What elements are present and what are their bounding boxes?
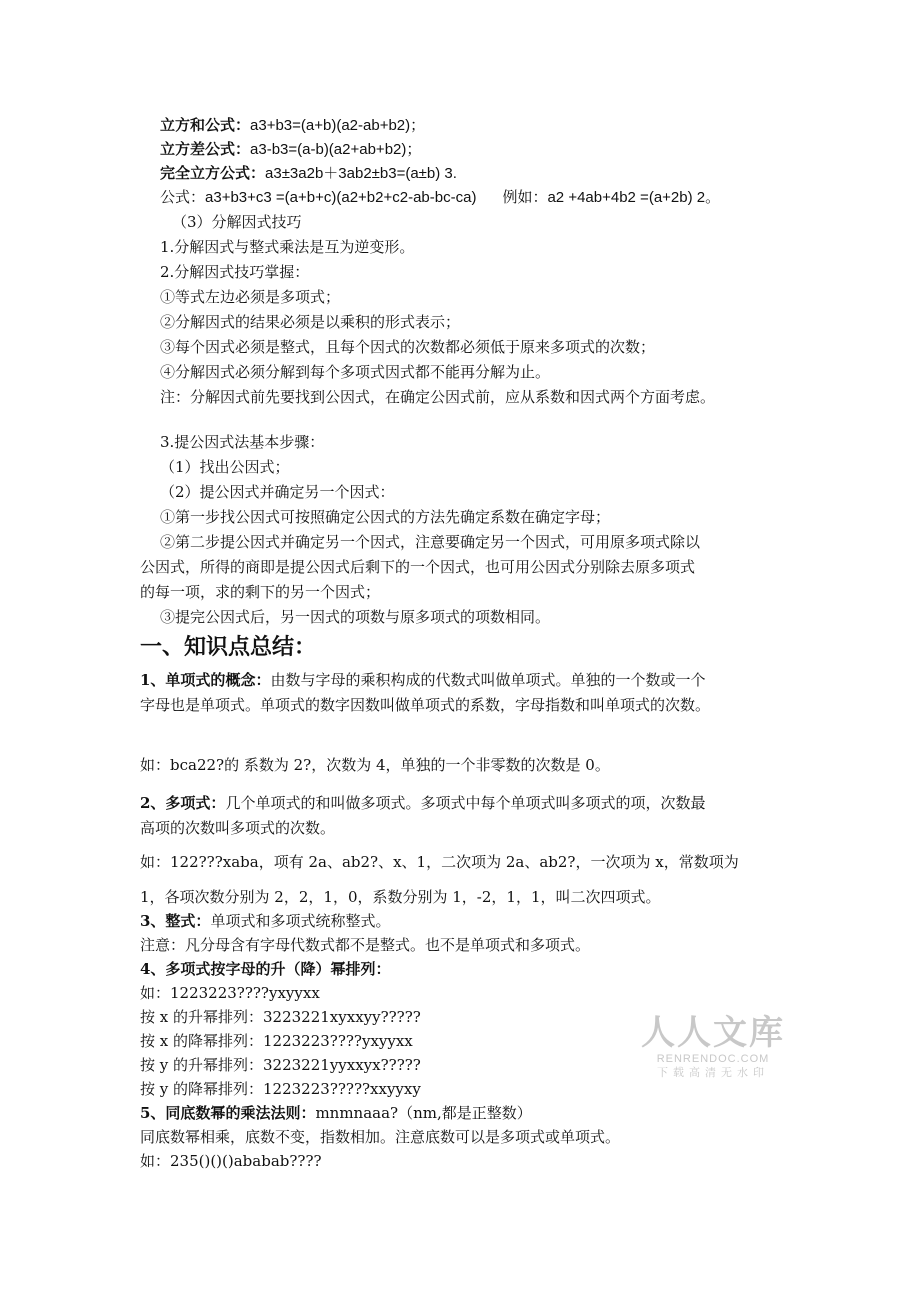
watermark-logo <box>628 1014 798 1080</box>
watermark-slogan: 下载高清无水印 <box>657 1067 769 1079</box>
watermark-title: 人人文库 <box>641 1014 785 1052</box>
power-example: 如：235()()()ababab???? <box>140 1152 322 1170</box>
arrange-y-descending: 按 y 的降幂排列：1223223?????xxyyxy <box>140 1080 421 1098</box>
techniques-point-1: 1.分解因式与整式乘法是互为逆变形。 <box>160 238 415 256</box>
technique-item: ②分解因式的结果必须是以乘积的形式表示； <box>160 313 461 331</box>
common-factor-detail-2c: 的每一项，求的剩下的另一个因式； <box>140 583 381 601</box>
example-label: 例如： <box>502 189 548 206</box>
polynomial-label: 2、多项式： <box>140 794 226 812</box>
general-text: a3+b3+c3 =(a+b+c)(a2+b2+c2-ab-bc-ca) <box>205 189 477 206</box>
common-factor-detail-3: ③提完公因式后，另一因式的项数与原多项式的项数相同。 <box>160 608 551 626</box>
common-factor-title: 3.提公因式法基本步骤： <box>160 433 325 451</box>
monomial-example: 如：bca22?的 系数为 2?，次数为 4，单独的一个非零数的次数是 0。 <box>140 756 610 774</box>
technique-item: ③每个因式必须是整式，且每个因式的次数都必须低于原来多项式的次数； <box>160 338 656 356</box>
integral-definition <box>140 911 390 931</box>
example-text: a2 +4ab+4b2 =(a+2b) 2。 <box>547 189 721 206</box>
power-explanation: 同底数幂相乘，底数不变，指数相加。注意底数可以是多项式或单项式。 <box>140 1128 621 1146</box>
polynomial-example-cont: 1，各项次数分别为 2，2，1，0，系数分别为 1，-2，1，1，叫二次四项式。 <box>140 888 661 906</box>
perfect-cube-text: a3±3a2b＋3ab2±b3=(a±b) 3. <box>265 165 457 182</box>
perfect-cube-label: 完全立方公式： <box>160 165 266 182</box>
common-factor-detail-2a: ②第二步提公因式并确定另一个因式，注意要确定另一个因式，可用原多项式除以 <box>160 533 701 551</box>
general-formula <box>160 188 720 208</box>
arrange-y-ascending: 按 y 的升幂排列：3223221yyxxyx????? <box>140 1056 421 1074</box>
power-rule-text: mnmnaaa?（nm,都是正整数） <box>315 1104 532 1122</box>
monomial-text: 由数与字母的乘积构成的代数式叫做单项式。单独的一个数或一个 <box>270 671 706 689</box>
integral-text: 单项式和多项式统称整式。 <box>210 912 391 930</box>
monomial-definition-cont: 字母也是单项式。单项式的数字因数叫做单项式的系数，字母指数和叫单项式的次数。 <box>140 696 711 714</box>
section-heading: 一、知识点总结： <box>140 634 317 660</box>
common-factor-detail-1: ①第一步找公因式可按照确定公因式的方法先确定系数在确定字母； <box>160 508 611 526</box>
monomial-label: 1、单项式的概念： <box>140 671 271 689</box>
technique-item: ①等式左边必须是多项式； <box>160 288 341 306</box>
monomial-definition <box>140 670 705 690</box>
power-rule <box>140 1103 532 1123</box>
common-factor-step-1: （1）找出公因式； <box>160 458 290 476</box>
techniques-title: （3）分解因式技巧 <box>172 213 302 231</box>
cube-diff-formula <box>160 140 421 160</box>
techniques-point-2: 2.分解因式技巧掌握： <box>160 263 310 281</box>
arrange-example: 如：1223223????yxyyxx <box>140 984 320 1002</box>
polynomial-example: 如：122???xaba，项有 2a、ab2?、x、1，二次项为 2a、ab2?，一次项为 x，常数项为 <box>140 853 739 871</box>
cube-sum-label: 立方和公式： <box>160 117 251 134</box>
integral-note: 注意：凡分母含有字母代数式都不是整式。也不是单项式和多项式。 <box>140 936 591 954</box>
common-factor-detail-2b: 公因式，所得的商即是提公因式后剩下的一个因式，也可用公因式分别除去原多项式 <box>140 558 696 576</box>
cube-sum-text: a3+b3=(a+b)(a2-ab+b2)； <box>250 117 426 134</box>
technique-item: ④分解因式必须分解到每个多项式因式都不能再分解为止。 <box>160 363 551 381</box>
power-label: 5、同底数幂的乘法法则： <box>140 1104 316 1122</box>
general-label: 公式： <box>160 189 206 206</box>
perfect-cube-formula <box>160 164 457 184</box>
arrange-label: 4、多项式按字母的升（降）幂排列： <box>140 960 391 978</box>
arrange-x-ascending: 按 x 的升幂排列：3223221xyxxyy????? <box>140 1008 421 1026</box>
cube-diff-label: 立方差公式： <box>160 141 251 158</box>
watermark-domain: RENRENDOC.COM <box>656 1053 770 1065</box>
integral-label: 3、整式： <box>140 912 211 930</box>
polynomial-definition-cont: 高项的次数叫多项式的次数。 <box>140 819 336 837</box>
common-factor-step-2: （2）提公因式并确定另一个因式： <box>160 483 395 501</box>
arrange-x-descending: 按 x 的降幂排列：1223223????yxyyxx <box>140 1032 413 1050</box>
cube-sum-formula <box>160 116 425 136</box>
polynomial-definition <box>140 793 705 813</box>
techniques-note: 注：分解因式前先要找到公因式，在确定公因式前，应从系数和因式两个方面考虑。 <box>160 388 716 406</box>
polynomial-text: 几个单项式的和叫做多项式。多项式中每个单项式叫多项式的项，次数最 <box>225 794 706 812</box>
cube-diff-text: a3-b3=(a-b)(a2+ab+b2)； <box>250 141 422 158</box>
